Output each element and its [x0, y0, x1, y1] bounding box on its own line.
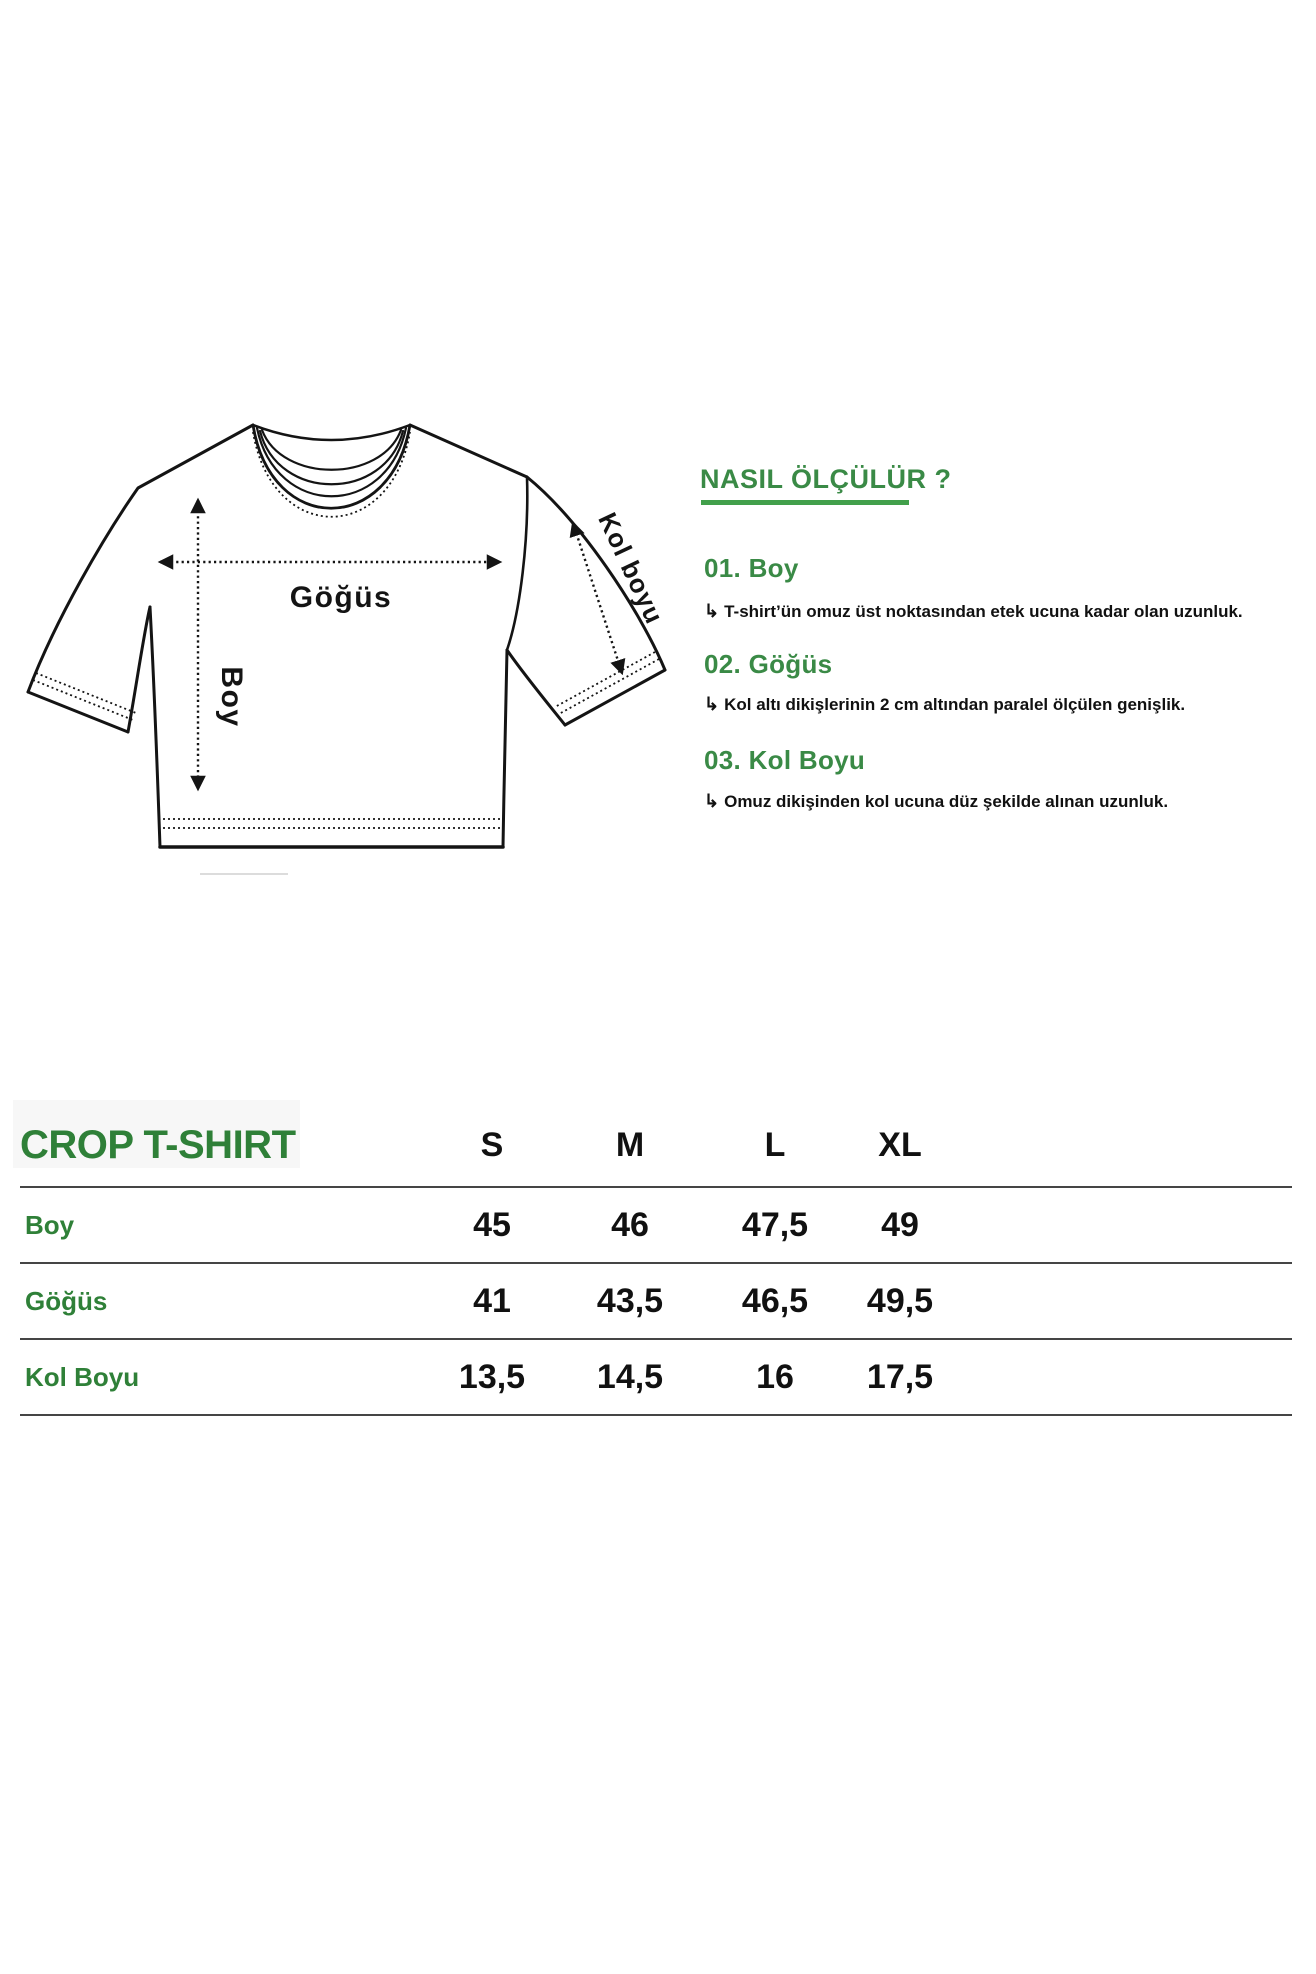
cell-gogus-m: 43,5	[596, 1282, 664, 1320]
row-label-kol-boyu: Kol Boyu	[25, 1362, 140, 1392]
cell-boy-l: 47,5	[741, 1206, 809, 1244]
size-column-l: L	[764, 1126, 786, 1164]
measure-step-2-text: Kol altı dikişlerinin 2 cm altından paralel ölçülen genişlik.	[724, 695, 1186, 714]
faint-divider-remnant	[200, 873, 288, 875]
cell-boy-m: 46	[611, 1206, 649, 1244]
return-arrow-icon: ↳	[704, 601, 720, 621]
measure-step-3-description	[704, 791, 1168, 812]
row-label-boy: Boy	[25, 1210, 75, 1240]
cell-kolboyu-xl: 17,5	[866, 1358, 934, 1396]
cell-kolboyu-l: 16	[756, 1358, 794, 1396]
sleeve-label: Kol boyu	[592, 507, 670, 629]
measure-step-3-text: Omuz dikişinden kol ucuna düz şekilde alınan uzunluk.	[724, 792, 1169, 811]
table-divider	[20, 1414, 1292, 1416]
cell-boy-xl: 49	[881, 1206, 919, 1244]
table-divider	[20, 1338, 1292, 1340]
size-column-xl: XL	[878, 1126, 922, 1164]
measure-step-3-heading: 03. Kol Boyu	[704, 745, 866, 775]
length-label: Boy	[215, 666, 248, 728]
measure-step-1-heading: 01. Boy	[704, 553, 799, 583]
cell-gogus-xl: 49,5	[866, 1282, 934, 1320]
title-underline	[701, 500, 909, 505]
size-column-s: S	[480, 1126, 504, 1164]
tshirt-measure-diagram	[10, 320, 700, 890]
chest-label: Göğüs	[289, 581, 393, 614]
return-arrow-icon: ↳	[704, 694, 720, 714]
table-divider	[20, 1262, 1292, 1264]
row-label-gogus: Göğüs	[25, 1286, 108, 1316]
return-arrow-icon: ↳	[704, 791, 720, 811]
cell-boy-s: 45	[473, 1206, 511, 1244]
size-column-m: M	[615, 1126, 645, 1164]
tshirt-outline	[28, 425, 665, 847]
how-to-measure-title: NASIL ÖLÇÜLÜR ?	[700, 464, 952, 494]
tshirt-diagram-svg	[10, 320, 700, 890]
cell-kolboyu-m: 14,5	[596, 1358, 664, 1396]
measure-step-2-heading: 02. Göğüs	[704, 649, 833, 679]
measure-step-1-text: T-shirt’ün omuz üst noktasından etek ucuna kadar olan uzunluk.	[724, 602, 1243, 621]
cell-gogus-l: 46,5	[741, 1282, 809, 1320]
measure-step-2-description	[704, 694, 1185, 715]
product-name: CROP T-SHIRT	[20, 1123, 296, 1167]
cell-gogus-s: 41	[473, 1282, 511, 1320]
measure-step-1-description	[704, 601, 1243, 622]
table-divider	[20, 1186, 1292, 1188]
cell-kolboyu-s: 13,5	[458, 1358, 526, 1396]
